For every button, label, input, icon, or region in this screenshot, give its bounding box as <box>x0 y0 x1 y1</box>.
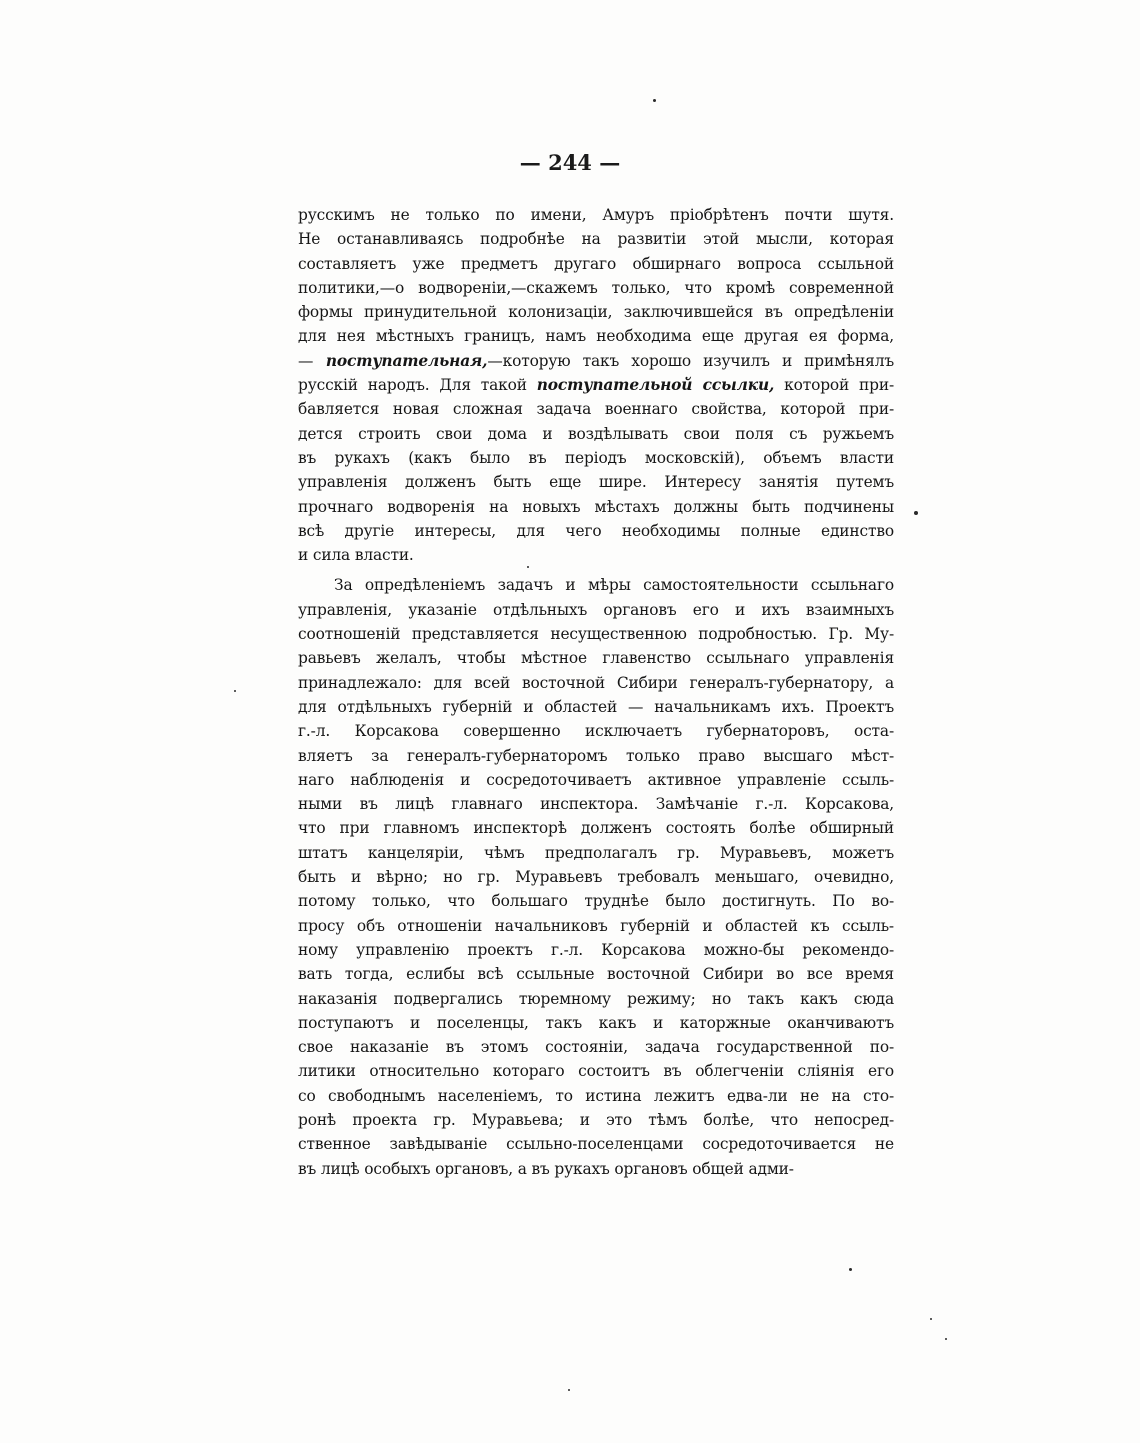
scan-speck <box>849 1268 852 1271</box>
text-segment: которой при- <box>774 376 894 395</box>
text-line <box>298 646 894 670</box>
text-segment: что при главномъ инспекторѣ долженъ состоять болѣе обширный <box>298 819 894 838</box>
scan-speck <box>930 1318 932 1320</box>
text-line <box>298 1035 894 1059</box>
text-segment: вляетъ за генералъ-губернаторомъ только право высшаго мѣст- <box>298 746 894 765</box>
text-segment: русскимъ не только по имени, Амуръ пріобрѣтенъ почти шутя. <box>298 206 894 224</box>
text-line <box>298 598 894 622</box>
text-line <box>298 938 894 962</box>
text-segment: Не останавливаясь подробнѣе на развитіи этой мысли, которая <box>298 230 894 249</box>
text-line <box>298 519 894 543</box>
text-line <box>298 397 894 421</box>
text-segment: составляетъ уже предметъ другаго обширнаго вопроса ссыльной <box>298 254 894 273</box>
text-line <box>298 446 894 470</box>
text-segment: быть и вѣрно; но гр. Муравьевъ требовалъ меньшаго, очевидно, <box>298 868 894 887</box>
text-line <box>298 865 894 889</box>
text-line <box>298 792 894 816</box>
text-line <box>298 889 894 913</box>
scan-speck <box>527 566 529 568</box>
text-line <box>298 422 894 446</box>
text-segment: вать тогда, еслибы всѣ ссыльные восточной Сибири во все время <box>298 965 894 984</box>
text-line <box>298 622 894 646</box>
text-segment: ронѣ проекта гр. Муравьева; и это тѣмъ болѣе, что непосред- <box>298 1110 894 1129</box>
text-segment: наказанія подвергались тюремному режиму; но такъ какъ сюда <box>298 989 894 1008</box>
text-segment: наго наблюденія и сосредоточиваетъ активное управленіе ссыль- <box>298 770 894 789</box>
text-line <box>298 962 894 986</box>
text-segment: политики,—о водвореніи,—скажемъ только, что кромѣ современной <box>298 278 894 297</box>
text-segment: — <box>298 351 314 370</box>
text-segment: всѣ другіе интересы, для чего необходимы полные единство <box>298 521 894 540</box>
text-line <box>298 495 894 519</box>
text-segment: равьевъ желалъ, чтобы мѣстное главенство ссыльнаго управленія <box>298 649 894 668</box>
text-segment: формы принудительной колонизаціи, заключившейся въ опредѣленіи <box>298 303 894 322</box>
text-segment: поступаютъ и поселенцы, такъ какъ и каторжные оканчиваютъ <box>298 1013 894 1032</box>
text-segment: и сила власти. <box>298 546 414 565</box>
text-line <box>298 470 894 494</box>
body-text <box>298 203 894 1181</box>
text-segment: ными въ лицѣ главнаго инспектора. Замѣчаніе г.-л. Корсакова, <box>298 795 894 814</box>
text-line <box>298 1059 894 1083</box>
text-segment: управленія, указаніе отдѣльныхъ органовъ его и ихъ взаимныхъ <box>298 600 894 619</box>
text-segment: для нея мѣстныхъ границъ, намъ необходима еще другая ея форма, <box>298 327 894 346</box>
text-segment: въ лицѣ особыхъ органовъ, а въ рукахъ органовъ общей адми- <box>298 1159 794 1178</box>
text-segment: въ рукахъ (какъ было въ періодъ московскій), объемъ власти <box>298 448 894 467</box>
text-line <box>298 816 894 840</box>
text-line <box>298 671 894 695</box>
text-segment: г.-л. Корсакова совершенно исключаетъ губернаторовъ, оста- <box>298 722 894 741</box>
text-line <box>298 1011 894 1035</box>
emphasized-text: поступательной ссылки, <box>536 376 775 395</box>
page-number: — 244 — <box>519 150 621 175</box>
text-line <box>298 1132 894 1156</box>
text-segment: литики относительно котораго состоитъ въ облегченіи сліянія его <box>298 1062 894 1081</box>
scan-speck <box>568 1389 570 1391</box>
text-segment: свое наказаніе въ этомъ состояніи, задача государственной по- <box>298 1038 894 1057</box>
text-line <box>298 1157 894 1181</box>
scan-speck <box>945 1338 947 1340</box>
text-line <box>298 1108 894 1132</box>
text-line <box>298 914 894 938</box>
text-line <box>298 744 894 768</box>
text-segment: со свободнымъ населеніемъ, то истина лежитъ едва-ли не на сто- <box>298 1086 894 1105</box>
text-line <box>298 573 894 597</box>
text-line <box>298 768 894 792</box>
text-segment: ному управленію проектъ г.-л. Корсакова можно-бы рекомендо- <box>298 940 894 959</box>
text-segment: прочнаго водворенія на новыхъ мѣстахъ должны быть подчинены <box>298 497 894 516</box>
text-segment: принадлежало: для всей восточной Сибири генералъ-губернатору, а <box>298 673 894 692</box>
text-segment: управленія долженъ быть еще шире. Интересу занятія путемъ <box>298 473 894 492</box>
text-segment: русскій народъ. Для такой <box>298 376 537 395</box>
scan-speck <box>653 99 656 102</box>
text-segment: соотношеній представляется несущественною подробностью. Гр. Му- <box>298 625 894 644</box>
text-segment: для отдѣльныхъ губерній и областей — начальникамъ ихъ. Проектъ <box>298 697 894 716</box>
text-line <box>298 276 894 300</box>
text-line <box>298 1084 894 1108</box>
text-line <box>298 695 894 719</box>
text-segment: штатъ канцеляріи, чѣмъ предполагалъ гр. Муравьевъ, можетъ <box>298 843 894 862</box>
scan-speck <box>914 511 918 515</box>
text-line <box>298 324 894 348</box>
text-segment: дется строить свои дома и воздѣлывать свои поля съ ружьемъ <box>298 424 894 443</box>
text-line <box>298 373 894 397</box>
text-segment: просу объ отношеніи начальниковъ губерній и областей къ ссыль- <box>298 916 894 935</box>
text-line <box>298 227 894 251</box>
text-line <box>298 203 894 227</box>
text-segment: За опредѣленіемъ задачъ и мѣры самостоятельности ссыльнаго <box>334 576 894 595</box>
text-line <box>298 349 894 373</box>
text-line <box>298 252 894 276</box>
text-line <box>298 841 894 865</box>
emphasized-text: поступательная, <box>313 351 488 370</box>
text-segment: потому только, что большаго труднѣе было достигнуть. По во- <box>298 892 894 911</box>
text-segment: бавляется новая сложная задача военнаго свойства, которой при- <box>298 400 894 419</box>
text-line <box>298 300 894 324</box>
text-line <box>298 543 894 567</box>
text-segment: —которую такъ хорошо изучилъ и примѣнялъ <box>487 351 894 370</box>
scan-speck <box>234 690 236 692</box>
text-line <box>298 719 894 743</box>
text-segment: ственное завѣдываніе ссыльно-поселенцами сосредоточивается не <box>298 1135 894 1154</box>
text-line <box>298 987 894 1011</box>
